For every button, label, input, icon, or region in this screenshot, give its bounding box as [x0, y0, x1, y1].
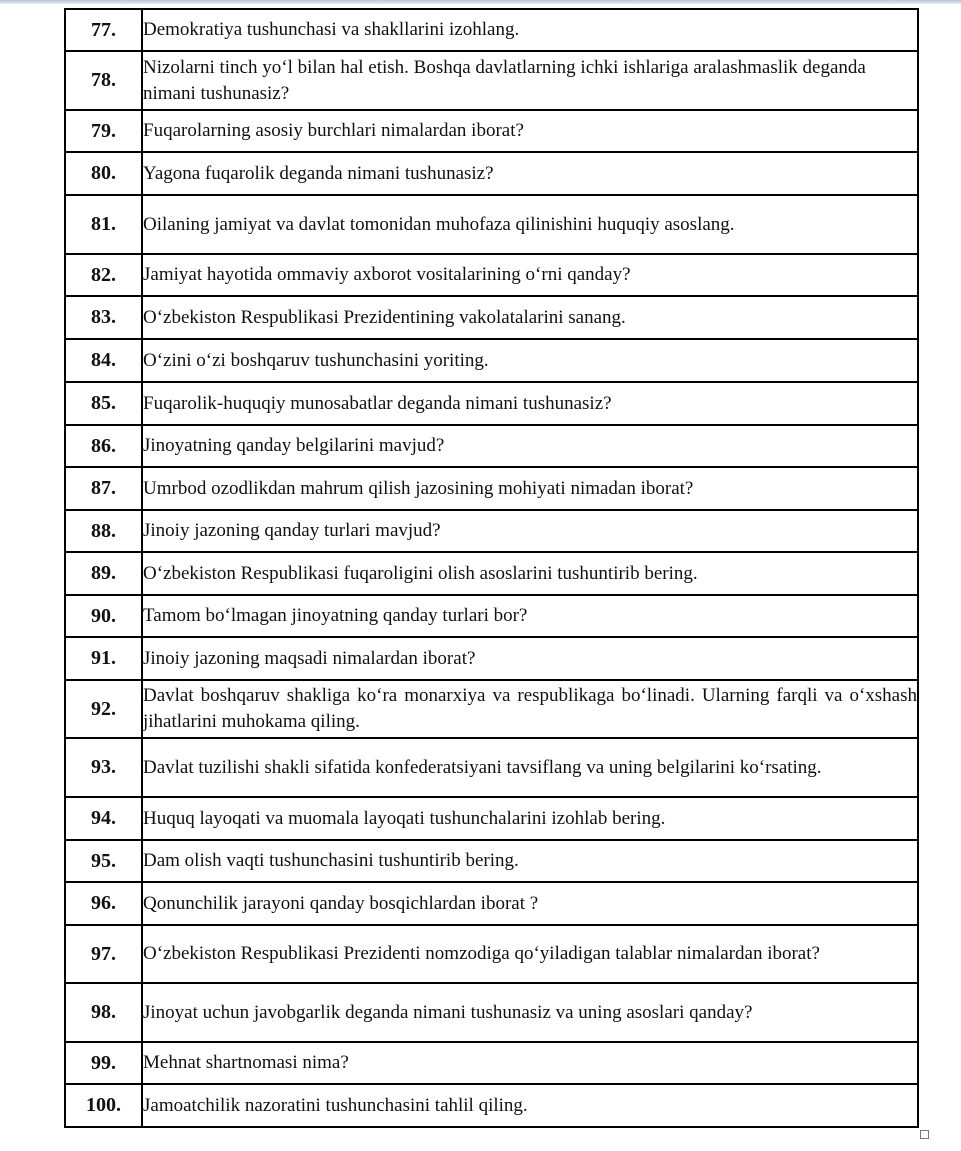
question-number: 94.: [65, 797, 142, 840]
table-row: [65, 840, 918, 882]
table-row: [65, 339, 918, 382]
question-number: 89.: [65, 552, 142, 595]
question-number: 85.: [65, 382, 142, 425]
question-text[interactable]: Yagona fuqarolik deganda nimani tushunasiz?: [142, 152, 918, 195]
question-number: 80.: [65, 152, 142, 195]
question-text[interactable]: Davlat tuzilishi shakli sifatida konfederatsiyani tavsiflang va uning belgilarini ko‘rsating.: [142, 738, 918, 797]
question-number: 88.: [65, 510, 142, 552]
question-text[interactable]: Jamiyat hayotida ommaviy axborot vositalarining o‘rni qanday?: [142, 254, 918, 296]
question-text[interactable]: O‘zbekiston Respublikasi Prezidentining vakolatalarini sanang.: [142, 296, 918, 339]
question-text[interactable]: Oilaning jamiyat va davlat tomonidan muhofaza qilinishini huquqiy asoslang.: [142, 195, 918, 254]
question-text[interactable]: O‘zini o‘zi boshqaruv tushunchasini yoriting.: [142, 339, 918, 382]
table-row: [65, 152, 918, 195]
question-text[interactable]: Fuqarolarning asosiy burchlari nimalardan iborat?: [142, 110, 918, 152]
question-text[interactable]: O‘zbekiston Respublikasi Prezidenti nomzodiga qo‘yiladigan talablar nimalardan iborat?: [142, 925, 918, 983]
question-number: 84.: [65, 339, 142, 382]
question-text[interactable]: Umrbod ozodlikdan mahrum qilish jazosining mohiyati nimadan iborat?: [142, 467, 918, 510]
table-row: [65, 1084, 918, 1127]
question-text[interactable]: Nizolarni tinch yo‘l bilan hal etish. Boshqa davlatlarning ichki ishlariga aralashmaslik deganda nimani tushunasiz?: [142, 51, 918, 110]
question-text[interactable]: Jamoatchilik nazoratini tushunchasini tahlil qiling.: [142, 1084, 918, 1127]
question-number: 99.: [65, 1042, 142, 1084]
question-number: 91.: [65, 637, 142, 680]
table-row: [65, 195, 918, 254]
question-text[interactable]: Jinoyatning qanday belgilarini mavjud?: [142, 425, 918, 467]
table-row: [65, 110, 918, 152]
question-number: 81.: [65, 195, 142, 254]
question-text[interactable]: Qonunchilik jarayoni qanday bosqichlardan iborat ?: [142, 882, 918, 925]
question-number: 98.: [65, 983, 142, 1042]
table-row: [65, 552, 918, 595]
question-number: 95.: [65, 840, 142, 882]
question-text[interactable]: Jinoiy jazoning qanday turlari mavjud?: [142, 510, 918, 552]
table-row: [65, 882, 918, 925]
question-text[interactable]: Jinoiy jazoning maqsadi nimalardan iborat?: [142, 637, 918, 680]
question-text[interactable]: Mehnat shartnomasi nima?: [142, 1042, 918, 1084]
table-row: [65, 637, 918, 680]
table-row: [65, 467, 918, 510]
table-row: [65, 680, 918, 738]
table-row: [65, 595, 918, 637]
table-row: [65, 738, 918, 797]
table-row: [65, 9, 918, 51]
table-row: [65, 382, 918, 425]
question-number: 83.: [65, 296, 142, 339]
table-resize-handle[interactable]: [920, 1130, 929, 1139]
question-text[interactable]: Davlat boshqaruv shakliga ko‘ra monarxiya va respublikaga bo‘linadi. Ularning farqli va o‘xshash jihatlarini muhokama qiling.: [142, 680, 918, 738]
question-number: 79.: [65, 110, 142, 152]
questions-table: [64, 8, 919, 1128]
question-text[interactable]: Huquq layoqati va muomala layoqati tushunchalarini izohlab bering.: [142, 797, 918, 840]
question-number: 92.: [65, 680, 142, 738]
question-number: 86.: [65, 425, 142, 467]
question-number: 87.: [65, 467, 142, 510]
table-row: [65, 425, 918, 467]
question-number: 90.: [65, 595, 142, 637]
table-row: [65, 1042, 918, 1084]
question-text[interactable]: Demokratiya tushunchasi va shakllarini izohlang.: [142, 9, 918, 51]
table-row: [65, 925, 918, 983]
table-row: [65, 51, 918, 110]
question-number: 93.: [65, 738, 142, 797]
question-number: 77.: [65, 9, 142, 51]
question-text[interactable]: Jinoyat uchun javobgarlik deganda nimani tushunasiz va uning asoslari qanday?: [142, 983, 918, 1042]
table-row: [65, 254, 918, 296]
question-number: 97.: [65, 925, 142, 983]
question-number: 96.: [65, 882, 142, 925]
table-row: [65, 510, 918, 552]
table-row: [65, 797, 918, 840]
question-text[interactable]: Fuqarolik-huquqiy munosabatlar deganda nimani tushunasiz?: [142, 382, 918, 425]
question-text[interactable]: Tamom bo‘lmagan jinoyatning qanday turlari bor?: [142, 595, 918, 637]
table-row: [65, 296, 918, 339]
question-number: 100.: [65, 1084, 142, 1127]
question-number: 82.: [65, 254, 142, 296]
question-text[interactable]: O‘zbekiston Respublikasi fuqaroligini olish asoslarini tushuntirib bering.: [142, 552, 918, 595]
question-text[interactable]: Dam olish vaqti tushunchasini tushuntirib bering.: [142, 840, 918, 882]
question-number: 78.: [65, 51, 142, 110]
window-top-border: [0, 0, 961, 4]
table-row: [65, 983, 918, 1042]
